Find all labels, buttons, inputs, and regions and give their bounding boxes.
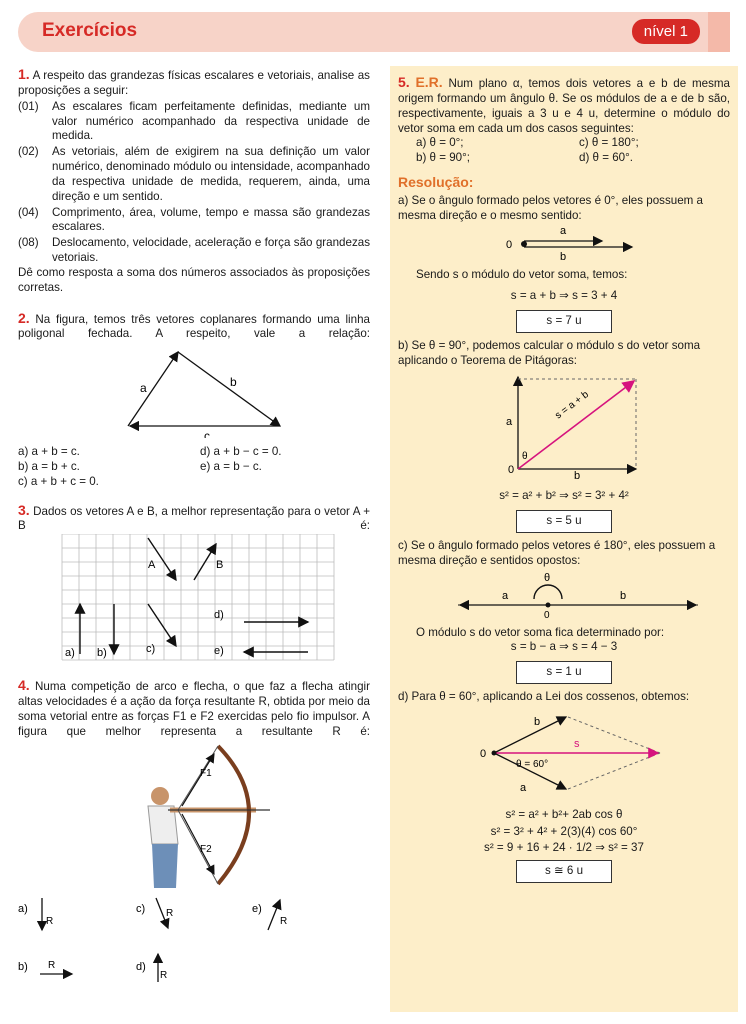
part-a-figure xyxy=(398,224,730,264)
part-c-answer: s = 1 u xyxy=(516,661,612,684)
part-c xyxy=(398,539,730,684)
angle-arc xyxy=(534,585,562,599)
proposition-number: (01) xyxy=(18,99,39,113)
left-column xyxy=(18,66,370,997)
question-intro: Dados os vetores A e B, a melhor representação para o vetor A + B é: xyxy=(18,504,370,533)
label-a: a xyxy=(502,589,509,602)
question-intro: Num plano α, temos dois vetores a e b de mesma origem formando um ângulo θ. Se os módulos de a e de b são, respectivamente, iguais a 3 u e 4 u, determine o módulo do vetor soma em cada um dos casos seguintes: xyxy=(398,77,730,135)
option-d[interactable]: d) xyxy=(136,961,146,974)
grid-figure xyxy=(18,534,370,664)
bow-string xyxy=(178,746,218,884)
triangle-figure xyxy=(18,342,370,438)
proposition-item xyxy=(18,206,370,236)
option-e-label: R xyxy=(280,916,288,928)
label-b: b xyxy=(560,250,567,263)
part-c-figure xyxy=(398,569,730,621)
label-a: a xyxy=(506,415,513,428)
alt-a[interactable]: a) a + b = c. xyxy=(18,445,80,459)
level-badge: nível 1 xyxy=(632,19,700,44)
part-c-equation: s = b − a ⇒ s = 4 − 3 xyxy=(510,640,618,654)
part-b-text: b) Se θ = 90°, podemos calcular o módulo s do vetor soma aplicando o Teorema de Pitágoras: xyxy=(398,338,701,367)
proposition-item xyxy=(18,145,370,204)
label-s: s xyxy=(574,737,580,750)
label-theta: θ xyxy=(522,450,528,462)
part-a-note: Sendo s o módulo do vetor soma, temos: xyxy=(416,268,628,282)
case-c: c) θ = 180°; xyxy=(579,136,639,150)
force-F1 xyxy=(182,754,214,806)
part-a-equation: s = a + b ⇒ s = 3 + 4 xyxy=(510,289,618,303)
part-c-text: c) Se o ângulo formado pelos vetores é 180°, eles possuem a mesma direção e sentidos opostos: xyxy=(398,539,716,567)
alternatives xyxy=(18,445,370,489)
label-b: b xyxy=(534,715,541,728)
part-d-eq3: s² = 9 + 16 + 24 · 1/2 ⇒ s² = 37 xyxy=(484,841,644,855)
part-d-eq2: s² = 3² + 4² + 2(3)(4) cos 60° xyxy=(490,824,638,838)
proposition-text: Deslocamento, velocidade, aceleração e força são grandezas vetoriais. xyxy=(52,236,370,265)
label-c: c xyxy=(204,429,210,439)
option-b[interactable]: b) xyxy=(97,647,107,660)
label-b: b xyxy=(620,589,627,602)
label-A: A xyxy=(148,559,156,572)
label-a: a xyxy=(520,781,527,794)
proposition-item xyxy=(18,236,370,266)
vector-b xyxy=(494,717,566,753)
case-b: b) θ = 90°; xyxy=(416,151,470,165)
resolution-title: Resolução: xyxy=(398,174,474,191)
proposition-item xyxy=(18,100,370,144)
archer-pants xyxy=(152,844,178,888)
label-B: B xyxy=(216,559,224,572)
label-a: a xyxy=(560,224,567,237)
option-a-label: R xyxy=(46,916,54,928)
part-d-figure xyxy=(398,705,730,801)
origin-label: 0 xyxy=(506,238,513,251)
question-intro: A respeito das grandezas físicas escalares e vetoriais, analise as proposições a seguir: xyxy=(18,69,370,97)
question-number: 4. xyxy=(18,677,30,694)
part-b xyxy=(398,339,730,533)
option-c[interactable]: c) xyxy=(136,903,146,916)
cases xyxy=(398,136,730,166)
option-e[interactable]: e) xyxy=(214,645,224,658)
case-d: d) θ = 60°. xyxy=(579,151,633,165)
option-a[interactable]: a) xyxy=(65,647,75,660)
question-number: 5. xyxy=(398,74,410,90)
option-c[interactable]: c) xyxy=(146,643,156,656)
part-b-figure xyxy=(398,369,730,479)
question-number: 3. xyxy=(18,501,30,518)
archer-head xyxy=(151,787,169,805)
part-b-answer: s = 5 u xyxy=(516,510,612,533)
question-closing: Dê como resposta a soma dos números associados às proposições corretas. xyxy=(18,265,370,294)
alt-e[interactable]: e) a = b − c. xyxy=(200,459,262,473)
part-d-text: d) Para θ = 60°, aplicando a Lei dos cossenos, obtemos: xyxy=(398,690,690,704)
question-4 xyxy=(18,677,370,989)
proposition-number: (04) xyxy=(18,205,39,219)
option-b[interactable]: b) xyxy=(18,961,28,974)
part-a-answer: s = 7 u xyxy=(516,310,612,333)
question-intro: Na figura, temos três vetores coplanares formando uma linha poligonal fechada. A respeito, vale a relação: xyxy=(18,312,370,341)
case-a: a) θ = 0°; xyxy=(416,136,464,150)
part-d-answer: s ≅ 6 u xyxy=(516,860,612,883)
option-d-label: R xyxy=(160,970,168,982)
option-c-label: R xyxy=(166,908,174,920)
archer-figure xyxy=(18,740,370,890)
proposition-list xyxy=(18,100,370,266)
option-c-vector xyxy=(148,604,176,646)
part-c-note: O módulo s do vetor soma fica determinado por: xyxy=(416,625,665,639)
alt-c[interactable]: c) a + b + c = 0. xyxy=(18,474,99,488)
alt-d[interactable]: d) a + b − c = 0. xyxy=(200,445,282,459)
vector-a xyxy=(128,352,178,426)
option-d[interactable]: d) xyxy=(214,609,224,622)
proposition-number: (08) xyxy=(18,236,39,250)
question-1 xyxy=(18,66,370,296)
part-d xyxy=(398,690,730,883)
label-F2: F2 xyxy=(200,843,212,855)
bow xyxy=(218,746,249,884)
proposition-text: As vetoriais, além de exigirem na sua definição um valor numérico, denominado módulo ou intensidade, acompanhado da respectiva unidade de medida, requerem, ainda, uma direção e um sentido. xyxy=(52,145,370,203)
part-a-text: a) Se o ângulo formado pelos vetores é 0°, eles possuem a mesma direção e o mesmo sentido: xyxy=(398,193,703,222)
section-header xyxy=(18,12,730,52)
label-sum: s = a + b xyxy=(553,388,591,421)
label-b: b xyxy=(230,375,237,390)
question-2 xyxy=(18,310,370,490)
proposition-number: (02) xyxy=(18,145,39,159)
origin-label: 0 xyxy=(544,609,550,621)
header-tab xyxy=(708,12,730,52)
proposition-text: As escalares ficam perfeitamente definidas, mediante um valor numérico acompanhado da respectiva unidade de medida. xyxy=(52,99,370,143)
section-title: Exercícios xyxy=(42,20,138,41)
proposition-text: Comprimento, área, volume, tempo e massa são grandezas escalares. xyxy=(52,205,370,234)
question-5 xyxy=(398,74,730,166)
option-e-vector xyxy=(268,900,280,930)
worked-example-panel xyxy=(390,66,738,1012)
option-b-label: R xyxy=(48,960,56,972)
question-number: 1. xyxy=(18,66,30,82)
option-e[interactable]: e) xyxy=(252,903,262,916)
part-a xyxy=(398,194,730,333)
alt-b[interactable]: b) a = b + c. xyxy=(18,459,80,473)
option-a[interactable]: a) xyxy=(18,903,28,916)
answer-options xyxy=(18,894,370,984)
label-F1: F1 xyxy=(200,767,212,779)
question-intro: Numa competição de arco e flecha, o que faz a flecha atingir altas velocidades é a ação da força resultante R, obtida por meio da soma vetorial entre as forças F1 e F2 exercidas pelo fio impulsor. A figura que melhor representa a resultante R é: xyxy=(18,680,370,738)
example-tag: E.R. xyxy=(415,74,443,90)
part-d-eq1: s² = a² + b²+ 2ab cos θ xyxy=(505,807,623,821)
label-b: b xyxy=(574,469,581,479)
label-angle: θ = 60° xyxy=(516,758,549,770)
label-theta: θ xyxy=(544,571,551,584)
origin-label: 0 xyxy=(508,463,515,476)
question-number: 2. xyxy=(18,309,30,326)
question-3 xyxy=(18,502,370,670)
origin-label: 0 xyxy=(480,747,487,760)
vector-b xyxy=(178,352,280,426)
part-b-equation: s² = a² + b² ⇒ s² = 3² + 4² xyxy=(499,489,629,503)
label-a: a xyxy=(140,381,147,396)
alt-empty xyxy=(200,475,370,490)
